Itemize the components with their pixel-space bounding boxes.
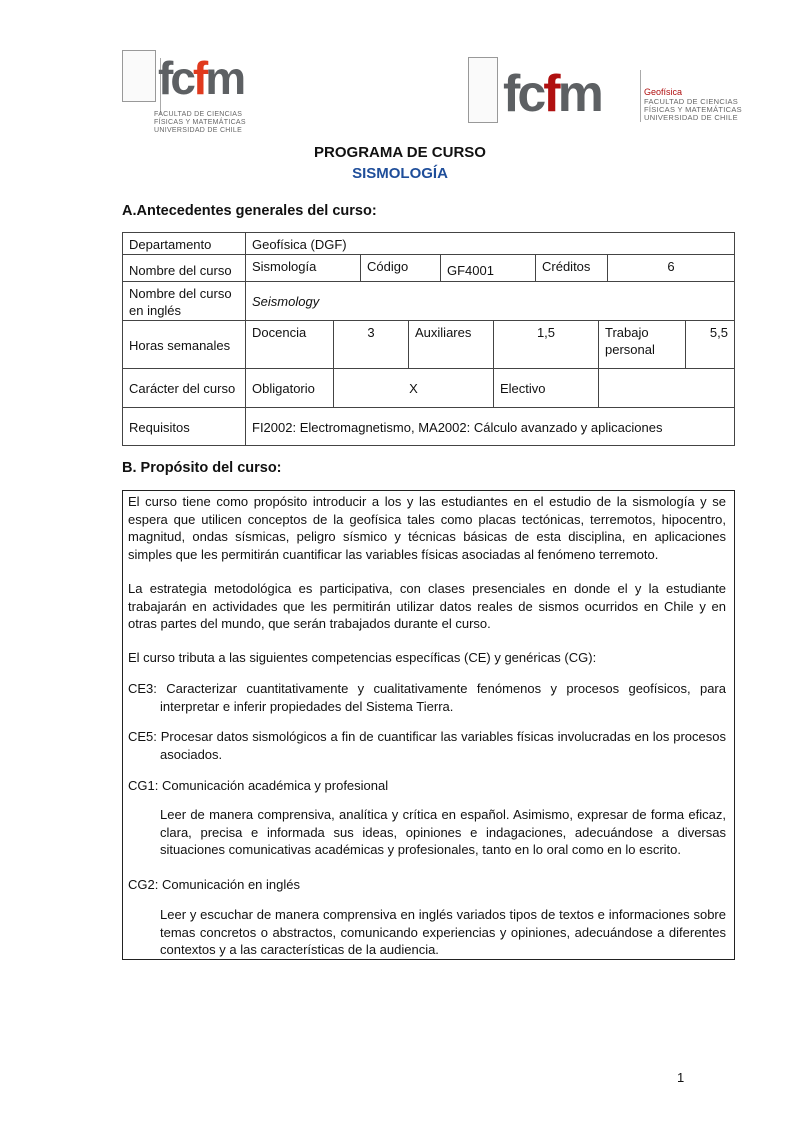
competency-cg1-title: CG1: Comunicación académica y profesional [128,778,389,793]
label-nombre-ingles: Nombre del curso en inglés [122,281,246,321]
faculty-name: FACULTAD DE CIENCIAS FÍSICAS Y MATEMÁTICAS UNIVERSIDAD DE CHILE [154,111,246,134]
label-electivo: Electivo [493,368,599,408]
label-docencia: Docencia [245,320,334,369]
faculty-name: FACULTAD DE CIENCIAS FÍSICAS Y MATEMÁTICAS UNIVERSIDAD DE CHILE [644,97,742,122]
competency-cg2-description: Leer y escuchar de manera comprensiva en inglés variados tipos de textos e informaciones sobre temas concretos o abstractos, comunicando experiencias y opiniones, adecuándose a diferentes contextos y a las características de la audiencia. [160,907,726,957]
page-title: PROGRAMA DE CURSO [314,144,486,161]
page-number: 1 [677,1070,685,1085]
course-title: SISMOLOGÍA [352,165,448,182]
competency-cg1-description: Leer de manera comprensiva, analítica y crítica en español. Asimismo, expresar de forma eficaz, clara, precisa e informada sus ideas, opiniones e indagaciones, adecuándose a diversas situaciones comunicativas académicas y profesionales, tanto en lo oral como en lo escrito. [160,807,726,857]
value-obligatorio: X [333,368,494,408]
purpose-paragraph: El curso tiene como propósito introducir a los y las estudiantes en el estudio de la sismología y se espera que utilicen conceptos de la geofísica tales como placas tectónicas, terremotos, hipocentro, magnitud, ondas sísmicas, peligro sísmico y técnicas básicas de esta disciplina, en aplicaciones simples que les permitirán cuantificar las variables físicas asociadas al fenómeno terremoto. [128,494,726,562]
value-docencia: 3 [333,320,409,369]
value-trabajo-personal: 5,5 [685,320,735,369]
label-auxiliares: Auxiliares [408,320,494,369]
label-obligatorio: Obligatorio [245,368,334,408]
label-codigo: Código [360,254,441,282]
university-crest-icon [468,57,498,123]
value-requisitos: FI2002: Electromagnetismo, MA2002: Cálculo avanzado y aplicaciones [245,407,735,446]
value-nombre-ingles: Seismology [245,281,735,321]
section-b-heading: B. Propósito del curso: [122,460,282,476]
label-horas: Horas semanales [122,320,246,369]
value-nombre: Sismología [245,254,361,282]
strategy-paragraph: La estrategia metodológica es participativa, con clases presenciales en donde el y la estudiante trabajarán en actividades que les permitirán utilizar datos reales de sismos ocurridos en Chile y en otras partes del mundo, que serán trabajados durante el curso. [128,581,726,631]
label-trabajo-personal: Trabajo personal [598,320,686,369]
competency-ce5: CE5: Procesar datos sismológicos a fin de cuantificar las variables físicas involucradas en los procesos asociados. [128,729,726,762]
label-nombre: Nombre del curso [122,254,246,282]
competencies-intro: El curso tributa a las siguientes competencias específicas (CE) y genéricas (CG): [128,650,597,665]
label-departamento: Departamento [122,232,246,255]
value-auxiliares: 1,5 [493,320,599,369]
value-creditos: 6 [607,254,735,282]
value-departamento: Geofísica (DGF) [245,232,735,255]
section-a-heading: A.Antecedentes generales del curso: [122,203,377,219]
label-creditos: Créditos [535,254,608,282]
value-codigo: GF4001 [440,254,536,282]
university-crest-icon [122,50,156,102]
label-requisitos: Requisitos [122,407,246,446]
value-electivo [598,368,735,408]
competency-cg2-title: CG2: Comunicación en inglés [128,877,300,892]
department-name: Geofísica [644,87,683,97]
competency-ce3: CE3: Caracterizar cuantitativamente y cualitativamente fenómenos y procesos geofísicos, para interpretar e inferir propiedades del Sistema Tierra. [128,681,726,714]
label-caracter: Carácter del curso [122,368,246,408]
